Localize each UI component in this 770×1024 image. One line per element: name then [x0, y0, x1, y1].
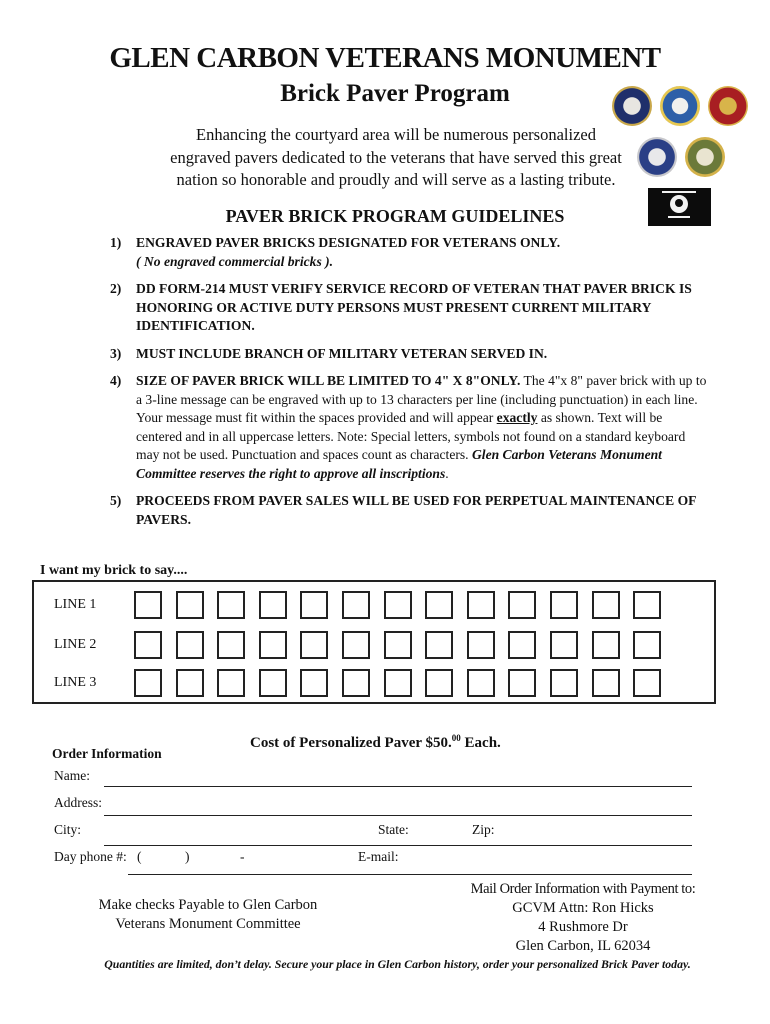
guideline-item: 3) MUST INCLUDE BRANCH OF MILITARY VETERAN SERVED IN.: [110, 345, 548, 361]
address-label: Address:: [54, 795, 102, 810]
character-box[interactable]: [217, 591, 245, 619]
character-box[interactable]: [592, 631, 620, 659]
state-label: State:: [378, 822, 409, 837]
character-box[interactable]: [134, 669, 162, 697]
character-box[interactable]: [550, 591, 578, 619]
character-box[interactable]: [384, 631, 412, 659]
phone-area-open: (: [137, 849, 142, 864]
character-box[interactable]: [467, 591, 495, 619]
guidelines-heading: PAVER BRICK PROGRAM GUIDELINES: [225, 206, 565, 226]
character-box[interactable]: [300, 669, 328, 697]
character-box[interactable]: [342, 669, 370, 697]
character-box[interactable]: [508, 631, 536, 659]
character-box[interactable]: [134, 591, 162, 619]
army-seal-icon: [685, 137, 725, 177]
character-box[interactable]: [217, 631, 245, 659]
character-box[interactable]: [384, 591, 412, 619]
order-heading: Order Information: [52, 746, 162, 761]
character-box[interactable]: [342, 631, 370, 659]
character-box[interactable]: [300, 591, 328, 619]
character-box[interactable]: [592, 591, 620, 619]
guideline-item: 5) PROCEEDS FROM PAVER SALES WILL BE USED FOR PERPETUAL MAINTENANCE OF PAVERS.: [110, 493, 696, 527]
guidelines-list: [110, 234, 710, 538]
page-title: GLEN CARBON VETERANS MONUMENT: [109, 42, 661, 74]
guideline-item: 1) ENGRAVED PAVER BRICKS DESIGNATED FOR VETERANS ONLY. ( No engraved commercial bricks ).: [110, 235, 561, 269]
guideline-item: 2) DD FORM-214 MUST VERIFY SERVICE RECORD OF VETERAN THAT PAVER BRICK IS HONORING OR ACTIVE DUTY PERSONS MUST PRESENT CURRENT MILITARY IDENTIFICATION.: [110, 281, 692, 333]
guideline-item: 4) SIZE OF PAVER BRICK WILL BE LIMITED TO 4" X 8"ONLY. The 4"x 8" paver brick with up to a 3-line message can be engraved with up to 13 characters per line (including punctuation) in each line. Your message must fit within the spaces provided and will appear exactly as shown. Text will be centered and in all uppercase letters. Note: Special letters, symbols not found on a standard keyboard may not be used. Punctuation and spaces count as characters. Glen Carbon Veterans Monument Committee reserves the right to approve all inscriptions.: [110, 373, 707, 481]
character-box[interactable]: [176, 591, 204, 619]
character-box[interactable]: [633, 669, 661, 697]
character-box[interactable]: [425, 591, 453, 619]
city-state-zip-field[interactable]: [104, 845, 692, 846]
character-box[interactable]: [633, 631, 661, 659]
character-box[interactable]: [592, 669, 620, 697]
intro-text: Enhancing the courtyard area will be numerous personalized engraved pavers dedicated to the veterans that have served this great nation so honorable and proudly and will serve as a lasting tribute.: [170, 125, 622, 189]
character-box[interactable]: [217, 669, 245, 697]
character-box[interactable]: [508, 669, 536, 697]
cost-text: Cost of Personalized Paver $50.00 Each.: [250, 733, 501, 751]
payment-instructions: Make checks Payable to Glen Carbon Veterans Monument Committee: [98, 897, 318, 932]
character-box[interactable]: [425, 631, 453, 659]
phone-area-close: ): [185, 849, 190, 864]
character-box[interactable]: [550, 669, 578, 697]
character-box[interactable]: [467, 669, 495, 697]
inscription-line-1: LINE 1: [34, 590, 675, 620]
zip-label: Zip:: [472, 822, 495, 837]
air-force-seal-icon: [637, 137, 677, 177]
email-label: E-mail:: [358, 849, 399, 864]
marine-corps-seal-icon: [708, 86, 748, 126]
page-subtitle: Brick Paver Program: [280, 80, 510, 107]
character-box[interactable]: [550, 631, 578, 659]
character-box[interactable]: [300, 631, 328, 659]
name-label: Name:: [54, 768, 90, 783]
phone-email-field[interactable]: [128, 874, 692, 875]
footer-note: Quantities are limited, don’t delay. Secure your place in Glen Carbon history, order your personalized Brick Paver today.: [104, 957, 691, 971]
character-box[interactable]: [176, 669, 204, 697]
phone-dash: -: [240, 849, 245, 864]
character-box[interactable]: [259, 631, 287, 659]
character-box[interactable]: [633, 591, 661, 619]
character-box[interactable]: [342, 591, 370, 619]
character-box[interactable]: [384, 669, 412, 697]
character-box[interactable]: [467, 631, 495, 659]
character-box[interactable]: [508, 591, 536, 619]
character-box[interactable]: [259, 591, 287, 619]
inscription-prompt: I want my brick to say....: [40, 563, 188, 578]
inscription-box: [32, 580, 716, 704]
name-field[interactable]: [104, 786, 692, 787]
inscription-line-3: LINE 3: [34, 668, 675, 698]
character-box[interactable]: [176, 631, 204, 659]
phone-label: Day phone #:: [54, 849, 127, 864]
mailing-address: Mail Order Information with Payment to: GCVM Attn: Ron Hicks 4 Rushmore Dr Glen Carbon, IL 62034: [470, 881, 696, 954]
character-box[interactable]: [259, 669, 287, 697]
character-box[interactable]: [425, 669, 453, 697]
address-field[interactable]: [104, 815, 692, 816]
coast-guard-seal-icon: [660, 86, 700, 126]
navy-seal-icon: [612, 86, 652, 126]
inscription-line-2: LINE 2: [34, 630, 675, 660]
character-box[interactable]: [134, 631, 162, 659]
city-label: City:: [54, 822, 82, 837]
